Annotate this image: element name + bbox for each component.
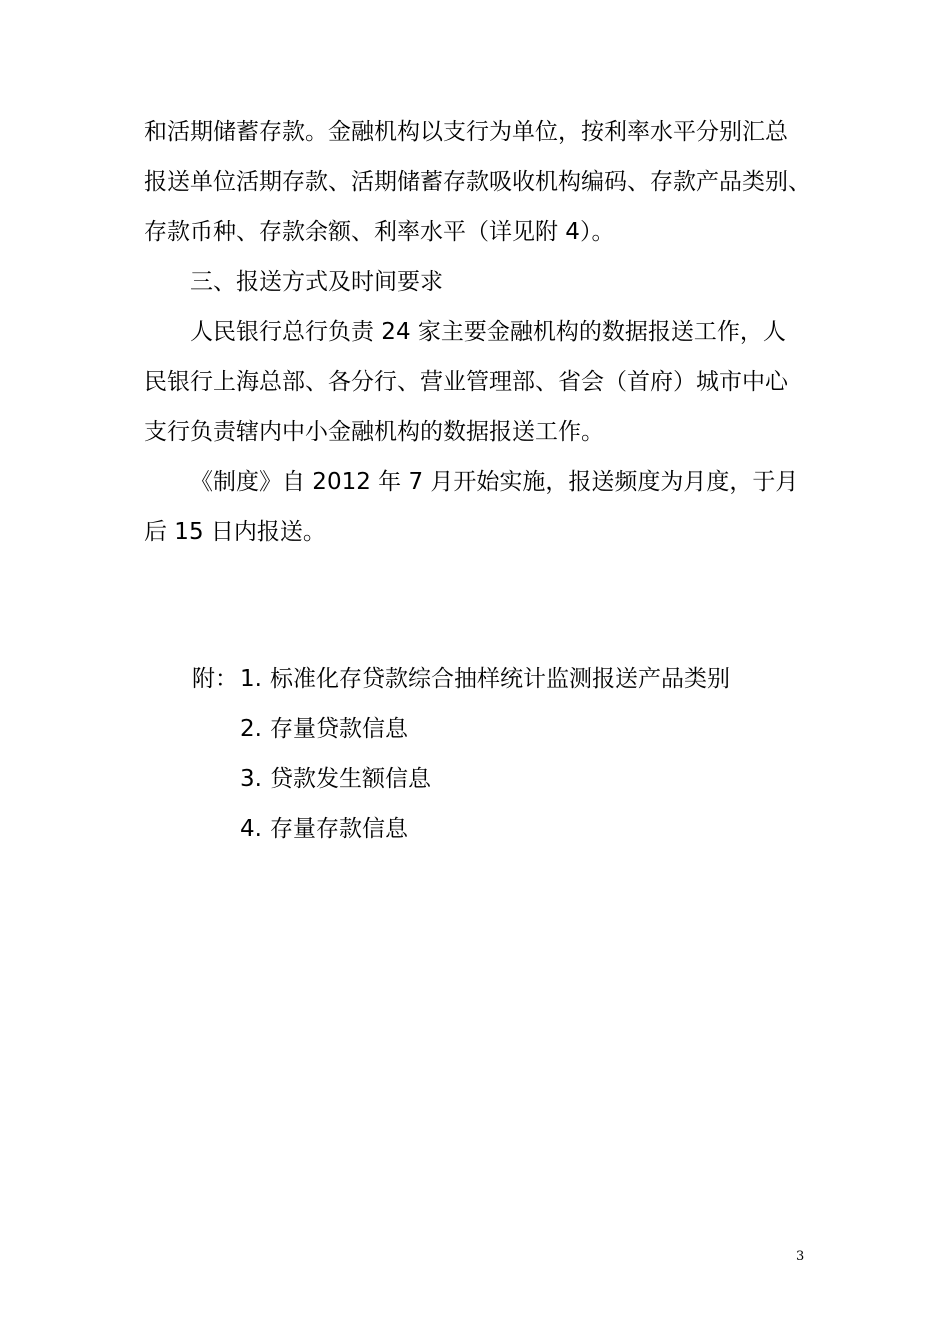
paragraph-continuation: [144, 107, 812, 257]
attachment-item: [192, 704, 730, 754]
attachment-number: 2.: [240, 716, 262, 742]
page-number: 3: [796, 1249, 805, 1264]
attachment-item: [192, 654, 730, 704]
section-heading-text: 三、报送方式及时间要求: [190, 269, 443, 295]
attachments-prefix: 附：: [192, 666, 238, 692]
text-line: 人民银行总行负责 24 家主要金融机构的数据报送工作，人: [190, 319, 786, 345]
attachment-number: 4.: [240, 816, 262, 842]
text-line: 和活期储蓄存款。金融机构以支行为单位，按利率水平分别汇总: [144, 119, 788, 145]
text-line: 存款币种、存款余额、利率水平（详见附 4）。: [144, 219, 615, 245]
attachment-item: [192, 804, 730, 854]
section-heading: [144, 257, 812, 307]
attachment-number: 1.: [240, 666, 262, 692]
body-text: [144, 107, 812, 557]
attachment-number: 3.: [240, 766, 262, 792]
paragraph-schedule: [144, 457, 812, 557]
attachment-title: 存量存款信息: [270, 816, 408, 842]
paragraph-responsibility: [144, 307, 812, 457]
attachment-item: [192, 754, 730, 804]
attachment-title: 存量贷款信息: [270, 716, 408, 742]
text-line: 《制度》自 2012 年 7 月开始实施，报送频度为月度，于月: [190, 469, 799, 495]
attachment-title: 标准化存贷款综合抽样统计监测报送产品类别: [270, 666, 730, 692]
attachments-list: [192, 654, 730, 854]
text-line: 支行负责辖内中小金融机构的数据报送工作。: [144, 419, 604, 445]
text-line: 报送单位活期存款、活期储蓄存款吸收机构编码、存款产品类别、: [144, 169, 811, 195]
attachment-title: 贷款发生额信息: [270, 766, 431, 792]
text-line: 民银行上海总部、各分行、营业管理部、省会（首府）城市中心: [144, 369, 788, 395]
text-line: 后 15 日内报送。: [144, 519, 326, 545]
